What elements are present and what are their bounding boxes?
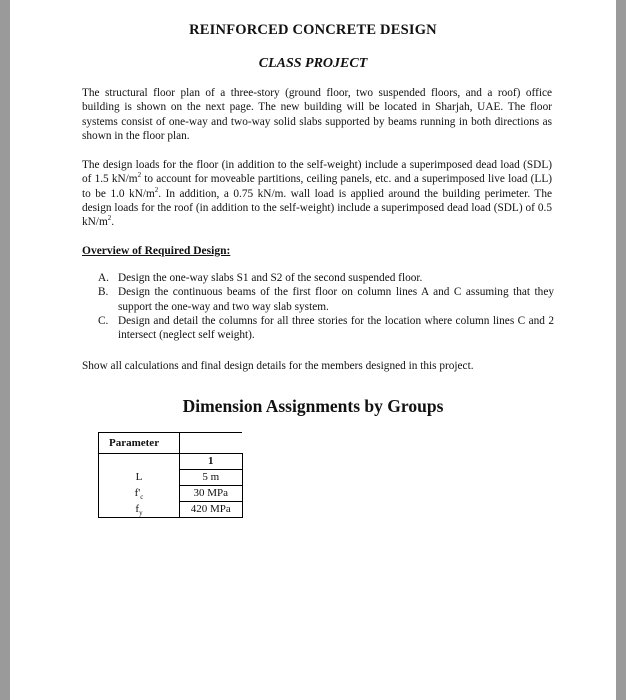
requirement-item — [98, 314, 554, 343]
table-group-number: 1 — [180, 454, 243, 470]
table-param-cell — [99, 470, 180, 486]
requirement-label: A. — [98, 272, 109, 284]
requirement-item — [98, 271, 554, 285]
table-param-cell — [99, 486, 180, 502]
param-symbol: f — [135, 502, 140, 515]
requirement-label: B. — [98, 286, 109, 299]
param-subscript: c — [140, 493, 144, 502]
param-symbol: f — [134, 487, 139, 499]
loads-text-d: . — [111, 216, 115, 229]
requirement-text: Design and detail the columns for all three stories for the location where column lines C and 2 intersect (neglect self weight). — [118, 314, 554, 342]
intro-paragraph: The structural floor plan of a three-story (ground floor, two suspended floors, and a roof) office building is shown on the next page. The new building will be located in Sharjah, UAE. The floor systems consist of one-way and two-way solid slabs supported by beams running in both directions as shown in the floor plan. — [82, 87, 552, 142]
loads-text-c: . In addition, a 0.75 kN/m. wall load is applied around the building perimeter. The design loads for the roof (in addition to the self-weight) include a superimposed dead load (SDL) of 0.5 kN/m — [82, 187, 552, 229]
loads-sup-1: 2 — [137, 171, 142, 180]
document-title: REINFORCED CONCRETE DESIGN — [189, 22, 437, 38]
loads-text-a: The design loads for the floor (in addition to the self-weight) include a superimposed dead load (SDL) of 1.5 kN/m — [82, 159, 552, 186]
loads-sup-3: 2 — [107, 214, 112, 223]
param-subscript: y — [139, 508, 143, 517]
closing-paragraph: Show all calculations and final design details for the members designed in this project. — [82, 360, 474, 372]
requirement-item — [98, 285, 554, 314]
overview-heading: Overview of Required Design: — [82, 245, 231, 257]
table-value-cell: 5 m — [180, 470, 243, 486]
requirements-list — [98, 271, 554, 342]
section-title: Dimension Assignments by Groups — [182, 396, 444, 416]
requirement-label: C. — [98, 314, 109, 327]
loads-text-b: to account for moveable partitions, ceiling panels, etc. and a superimposed live load (LL) to be 1.0 kN/m — [82, 173, 552, 200]
loads-sup-2: 2 — [154, 185, 159, 194]
table-cell-empty — [99, 454, 180, 470]
requirement-text: Design the one-way slabs S1 and S2 of the second suspended floor. — [118, 272, 423, 284]
table-value-cell: 420 MPa — [180, 502, 243, 518]
loads-paragraph — [82, 158, 552, 229]
requirement-text: Design the continuous beams of the first floor on column lines A and C assuming that they support the one-way and two way slab system. — [118, 286, 554, 313]
dimension-table — [98, 432, 243, 518]
param-prime: ' — [138, 487, 141, 499]
document-page — [10, 0, 616, 700]
table-header-blank — [180, 433, 243, 454]
table-param-cell — [99, 502, 180, 518]
param-symbol: L — [135, 471, 143, 483]
document-subtitle: CLASS PROJECT — [258, 56, 368, 71]
table-header-parameter: Parameter — [99, 433, 180, 454]
table-value-cell: 30 MPa — [180, 486, 243, 502]
